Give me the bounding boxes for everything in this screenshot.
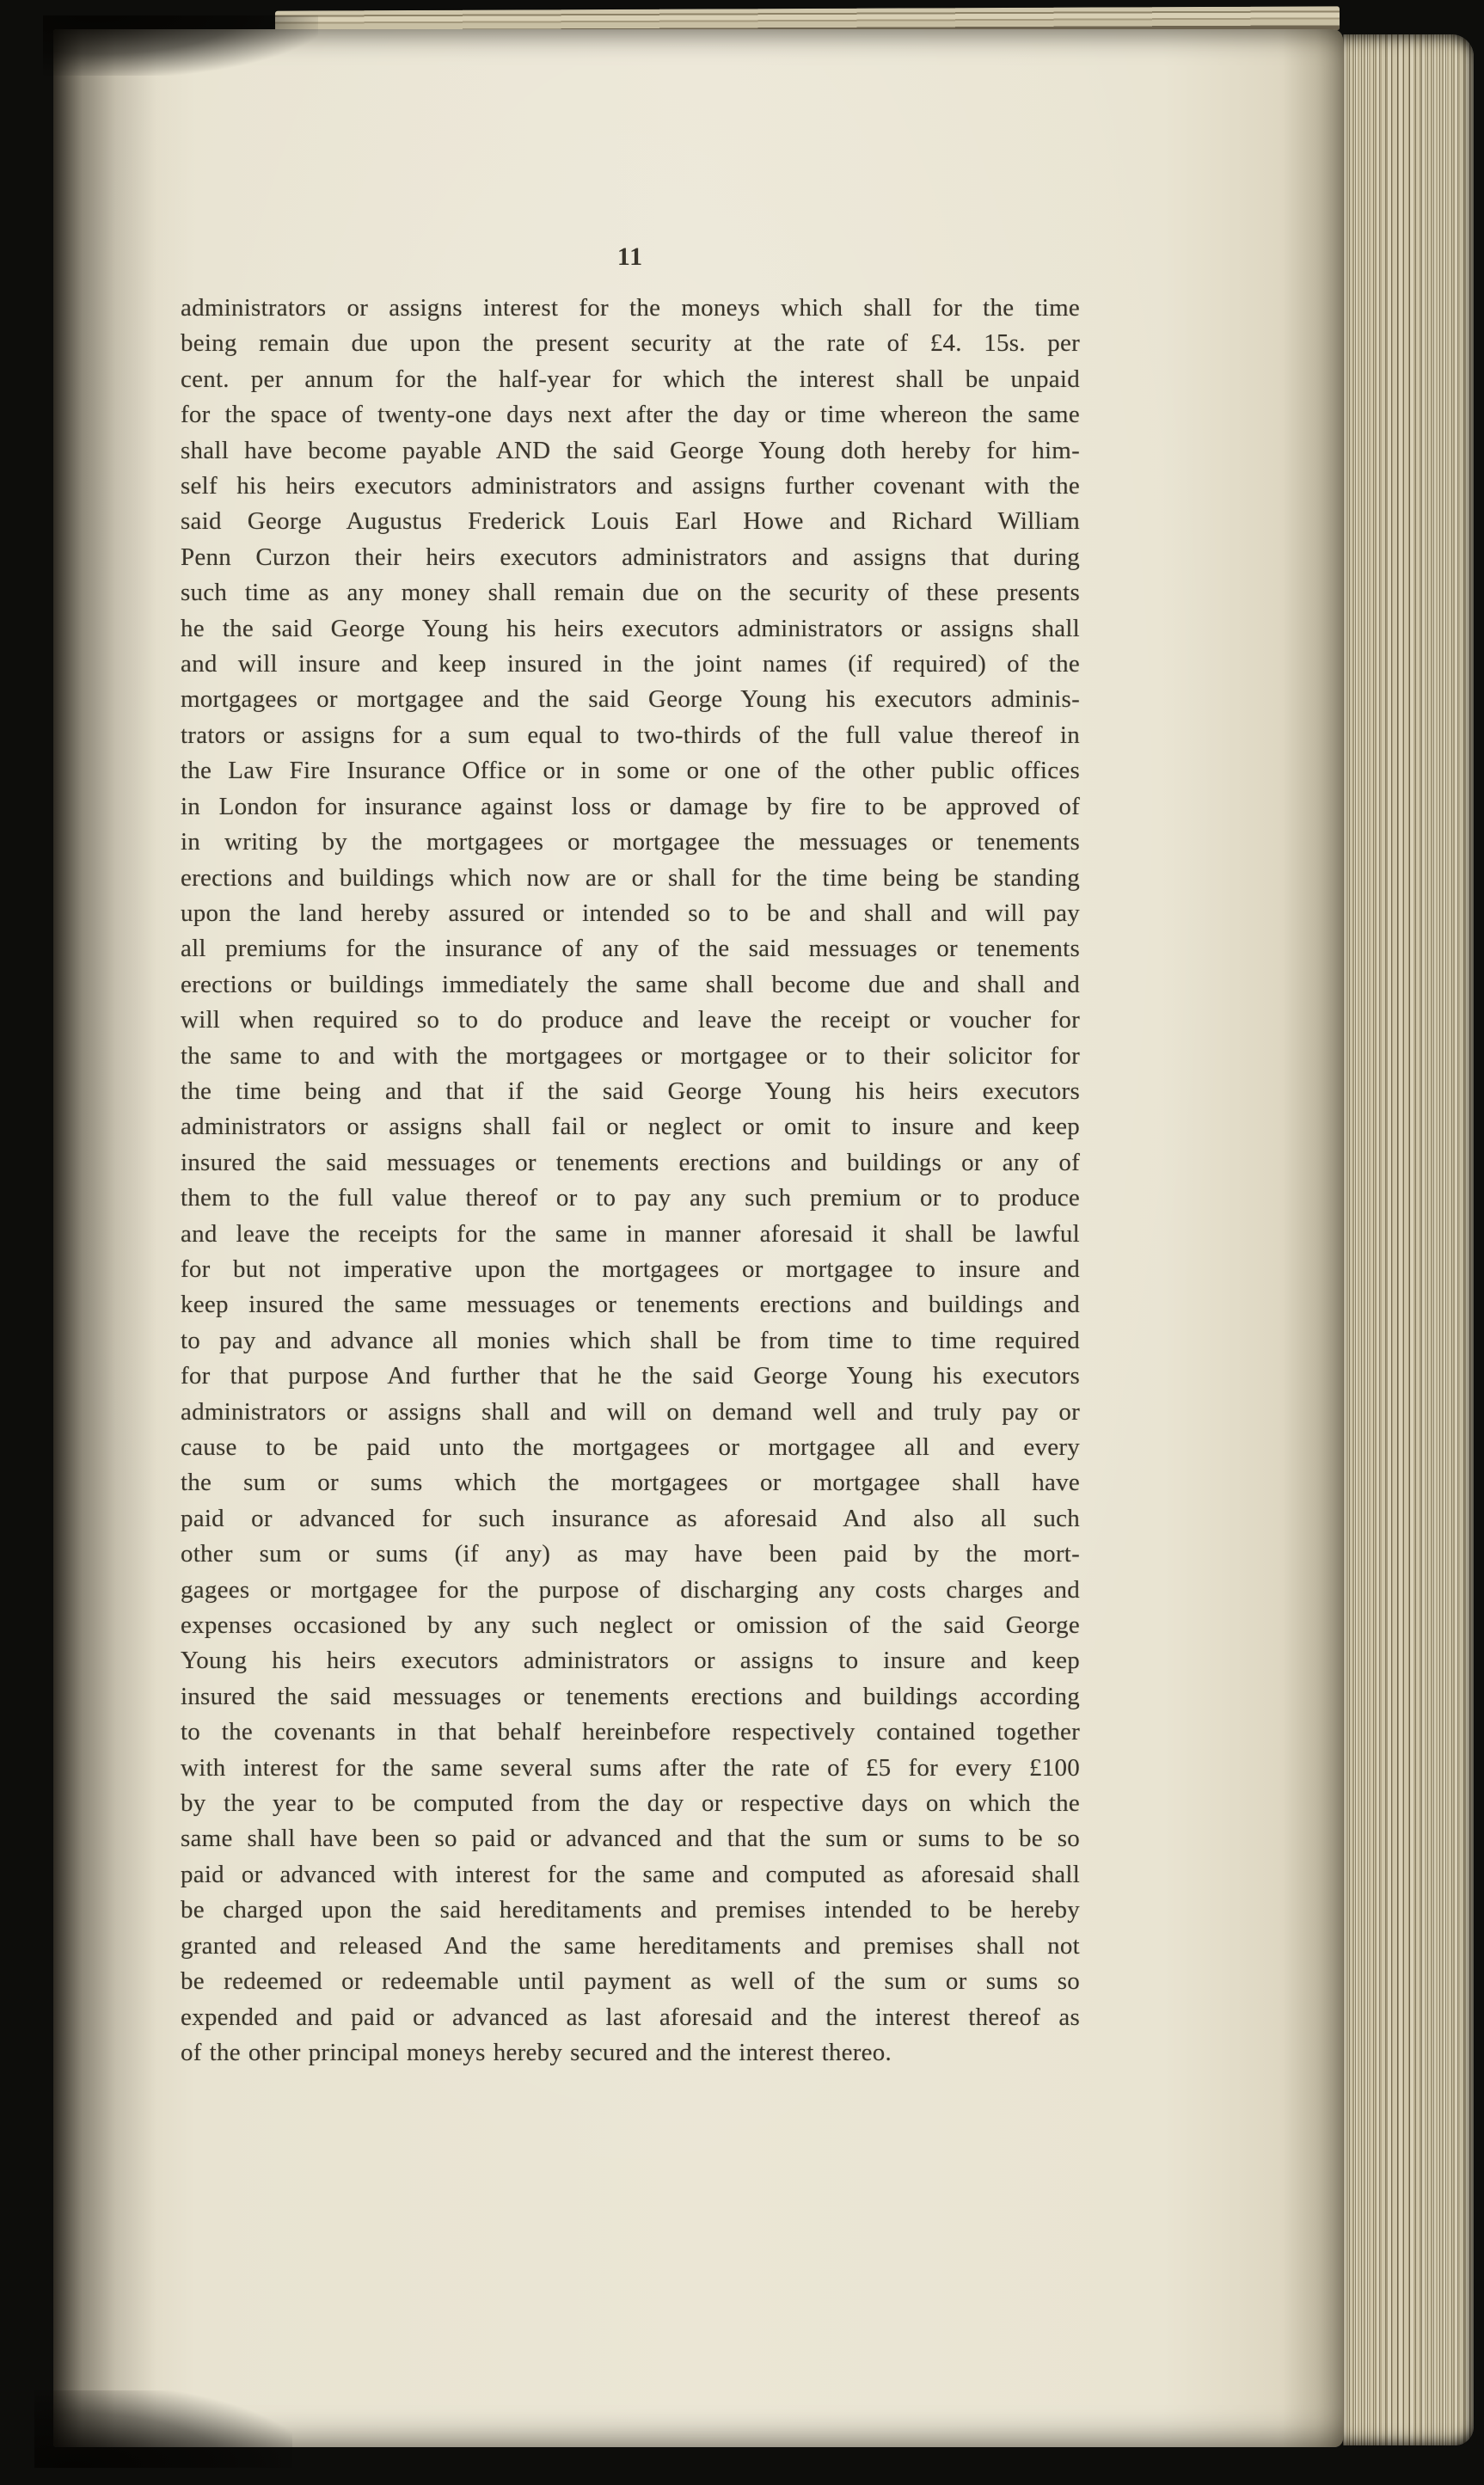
text-line: granted and released And the same hereditaments and premises shall not bbox=[181, 1931, 1080, 1960]
text-line: be redeemed or redeemable until payment as well of the sum or sums so bbox=[181, 1967, 1080, 1996]
text-line: for the space of twenty-one days next after the day or time whereon the same bbox=[181, 401, 1080, 429]
text-line: in writing by the mortgagees or mortgagee the messuages or tenements bbox=[181, 828, 1080, 856]
text-line: expenses occasioned by any such neglect or omission of the said George bbox=[181, 1611, 1080, 1640]
text-line: other sum or sums (if any) as may have been paid by the mort- bbox=[181, 1540, 1080, 1568]
text-line: and will insure and keep insured in the joint names (if required) of the bbox=[181, 650, 1080, 678]
text-line: paid or advanced for such insurance as aforesaid And also all such bbox=[181, 1504, 1080, 1532]
page-surface bbox=[53, 29, 1343, 2447]
text-line: cause to be paid unto the mortgagees or mortgagee all and every bbox=[181, 1433, 1080, 1461]
text-line: said George Augustus Frederick Louis Earl Howe and Richard William bbox=[181, 507, 1080, 536]
text-line: trators or assigns for a sum equal to two-thirds of the full value thereof in bbox=[181, 721, 1080, 749]
text-line: paid or advanced with interest for the same and computed as aforesaid shall bbox=[181, 1860, 1080, 1888]
text-line: administrators or assigns shall and will on demand well and truly pay or bbox=[181, 1397, 1080, 1426]
text-line: be charged upon the said hereditaments and premises intended to be hereby bbox=[181, 1896, 1080, 1924]
text-line: administrators or assigns shall fail or neglect or omit to insure and keep bbox=[181, 1113, 1080, 1141]
text-line: shall have become payable AND the said George Young doth hereby for him- bbox=[181, 436, 1080, 464]
text-line: to the covenants in that behalf hereinbefore respectively contained together bbox=[181, 1718, 1080, 1746]
text-line: he the said George Young his heirs executors administrators or assigns shall bbox=[181, 614, 1080, 642]
text-line: Penn Curzon their heirs executors administrators and assigns that during bbox=[181, 543, 1080, 571]
text-line: for but not imperative upon the mortgagees or mortgagee to insure and bbox=[181, 1255, 1080, 1283]
text-line: for that purpose And further that he the said George Young his executors bbox=[181, 1362, 1080, 1390]
text-line: will when required so to do produce and leave the receipt or voucher for bbox=[181, 1006, 1080, 1034]
text-line: in London for insurance against loss or damage by fire to be approved of bbox=[181, 792, 1080, 820]
page-number: 11 bbox=[616, 242, 644, 271]
text-line: insured the said messuages or tenements erections and buildings or any of bbox=[181, 1148, 1080, 1176]
text-line: self his heirs executors administrators and assigns further covenant with the bbox=[181, 472, 1080, 500]
text-line: mortgagees or mortgagee and the said George Young his executors adminis- bbox=[181, 685, 1080, 714]
document-text-block bbox=[181, 291, 1080, 2071]
text-line: insured the said messuages or tenements erections and buildings according bbox=[181, 1682, 1080, 1710]
text-line: the sum or sums which the mortgagees or mortgagee shall have bbox=[181, 1469, 1080, 1497]
text-line: administrators or assigns interest for the moneys which shall for the time bbox=[181, 294, 1080, 322]
text-line: with interest for the same several sums after the rate of £5 for every £100 bbox=[181, 1753, 1080, 1782]
page-edge-stack-right bbox=[1343, 34, 1474, 2445]
text-line: same shall have been so paid or advanced and that the sum or sums to be so bbox=[181, 1825, 1080, 1853]
text-line: keep insured the same messuages or tenements erections and buildings and bbox=[181, 1291, 1080, 1319]
text-line: the Law Fire Insurance Office or in some or one of the other public offices bbox=[181, 757, 1080, 785]
text-line: all premiums for the insurance of any of the said messuages or tenements bbox=[181, 935, 1080, 963]
text-line: upon the land hereby assured or intended so to be and shall and will pay bbox=[181, 899, 1080, 927]
text-line: cent. per annum for the half-year for which the interest shall be unpaid bbox=[181, 365, 1080, 393]
text-line: erections and buildings which now are or shall for the time being be standing bbox=[181, 863, 1080, 892]
text-line: the same to and with the mortgagees or mortgagee or to their solicitor for bbox=[181, 1041, 1080, 1070]
text-line: of the other principal moneys hereby secured and the interest thereo. bbox=[181, 2038, 892, 2066]
text-line: them to the full value thereof or to pay any such premium or to produce bbox=[181, 1184, 1080, 1212]
text-line: by the year to be computed from the day or respective days on which the bbox=[181, 1789, 1080, 1818]
text-line: Young his heirs executors administrators or assigns to insure and keep bbox=[181, 1647, 1080, 1675]
text-line: being remain due upon the present security at the rate of £4. 15s. per bbox=[181, 329, 1080, 358]
text-line: gagees or mortgagee for the purpose of discharging any costs charges and bbox=[181, 1575, 1080, 1604]
text-line: to pay and advance all monies which shall be from time to time required bbox=[181, 1326, 1080, 1354]
text-line: the time being and that if the said George Young his heirs executors bbox=[181, 1077, 1080, 1105]
text-line: and leave the receipts for the same in manner aforesaid it shall be lawful bbox=[181, 1219, 1080, 1248]
text-line: expended and paid or advanced as last aforesaid and the interest thereof as bbox=[181, 2003, 1080, 2031]
text-line: erections or buildings immediately the same shall become due and shall and bbox=[181, 970, 1080, 998]
text-line: such time as any money shall remain due on the security of these presents bbox=[181, 579, 1080, 607]
